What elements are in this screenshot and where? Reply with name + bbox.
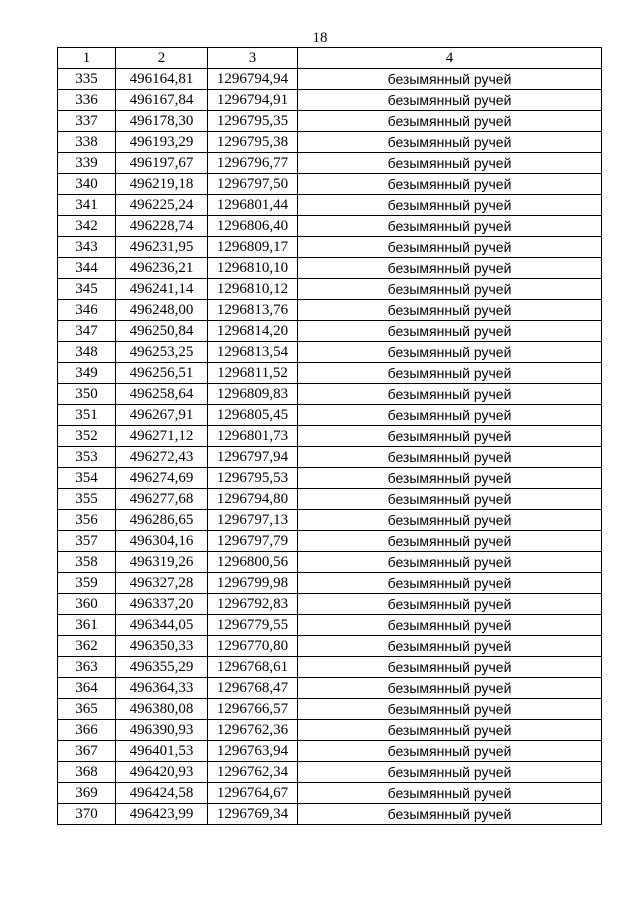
table-row <box>58 678 602 699</box>
x-coordinate-cell: 496250,84 <box>116 321 208 342</box>
y-coordinate-cell: 1296768,47 <box>208 678 298 699</box>
y-coordinate-cell: 1296763,94 <box>208 741 298 762</box>
table-row <box>58 300 602 321</box>
x-coordinate-cell: 496253,25 <box>116 342 208 363</box>
object-name-cell: безымянный ручей <box>298 468 602 489</box>
point-number-cell: 359 <box>58 573 116 594</box>
column-header-3: 3 <box>208 48 298 69</box>
object-name-cell: безымянный ручей <box>298 132 602 153</box>
y-coordinate-cell: 1296811,52 <box>208 363 298 384</box>
x-coordinate-cell: 496337,20 <box>116 594 208 615</box>
table-row <box>58 132 602 153</box>
table-row <box>58 468 602 489</box>
x-coordinate-cell: 496258,64 <box>116 384 208 405</box>
y-coordinate-cell: 1296797,50 <box>208 174 298 195</box>
point-number-cell: 361 <box>58 615 116 636</box>
table-row <box>58 174 602 195</box>
point-number-cell: 351 <box>58 405 116 426</box>
object-name-cell: безымянный ручей <box>298 594 602 615</box>
x-coordinate-cell: 496178,30 <box>116 111 208 132</box>
point-number-cell: 367 <box>58 741 116 762</box>
table-row <box>58 153 602 174</box>
table-row <box>58 237 602 258</box>
x-coordinate-cell: 496319,26 <box>116 552 208 573</box>
table-row <box>58 573 602 594</box>
x-coordinate-cell: 496241,14 <box>116 279 208 300</box>
y-coordinate-cell: 1296795,53 <box>208 468 298 489</box>
object-name-cell: безымянный ручей <box>298 720 602 741</box>
x-coordinate-cell: 496286,65 <box>116 510 208 531</box>
x-coordinate-cell: 496164,81 <box>116 69 208 90</box>
table-row <box>58 489 602 510</box>
point-number-cell: 366 <box>58 720 116 741</box>
y-coordinate-cell: 1296766,57 <box>208 699 298 720</box>
point-number-cell: 347 <box>58 321 116 342</box>
object-name-cell: безымянный ручей <box>298 279 602 300</box>
y-coordinate-cell: 1296799,98 <box>208 573 298 594</box>
table-row <box>58 552 602 573</box>
table-header-row <box>58 48 602 69</box>
table-row <box>58 657 602 678</box>
x-coordinate-cell: 496355,29 <box>116 657 208 678</box>
object-name-cell: безымянный ручей <box>298 405 602 426</box>
object-name-cell: безымянный ручей <box>298 426 602 447</box>
y-coordinate-cell: 1296795,35 <box>208 111 298 132</box>
column-header-4: 4 <box>298 48 602 69</box>
y-coordinate-cell: 1296810,10 <box>208 258 298 279</box>
object-name-cell: безымянный ручей <box>298 615 602 636</box>
point-number-cell: 343 <box>58 237 116 258</box>
object-name-cell: безымянный ручей <box>298 510 602 531</box>
object-name-cell: безымянный ручей <box>298 111 602 132</box>
object-name-cell: безымянный ручей <box>298 321 602 342</box>
x-coordinate-cell: 496271,12 <box>116 426 208 447</box>
table-row <box>58 195 602 216</box>
point-number-cell: 342 <box>58 216 116 237</box>
object-name-cell: безымянный ручей <box>298 174 602 195</box>
table-row <box>58 111 602 132</box>
x-coordinate-cell: 496401,53 <box>116 741 208 762</box>
y-coordinate-cell: 1296792,83 <box>208 594 298 615</box>
x-coordinate-cell: 496344,05 <box>116 615 208 636</box>
object-name-cell: безымянный ручей <box>298 573 602 594</box>
y-coordinate-cell: 1296809,83 <box>208 384 298 405</box>
x-coordinate-cell: 496424,58 <box>116 783 208 804</box>
object-name-cell: безымянный ручей <box>298 699 602 720</box>
y-coordinate-cell: 1296801,73 <box>208 426 298 447</box>
y-coordinate-cell: 1296814,20 <box>208 321 298 342</box>
y-coordinate-cell: 1296794,80 <box>208 489 298 510</box>
y-coordinate-cell: 1296809,17 <box>208 237 298 258</box>
object-name-cell: безымянный ручей <box>298 783 602 804</box>
table-row <box>58 216 602 237</box>
point-number-cell: 370 <box>58 804 116 825</box>
object-name-cell: безымянный ручей <box>298 258 602 279</box>
point-number-cell: 364 <box>58 678 116 699</box>
point-number-cell: 369 <box>58 783 116 804</box>
table-row <box>58 258 602 279</box>
point-number-cell: 363 <box>58 657 116 678</box>
coordinates-table <box>57 47 602 825</box>
object-name-cell: безымянный ручей <box>298 237 602 258</box>
table-row <box>58 279 602 300</box>
object-name-cell: безымянный ручей <box>298 153 602 174</box>
point-number-cell: 345 <box>58 279 116 300</box>
table-row <box>58 447 602 468</box>
table-row <box>58 90 602 111</box>
y-coordinate-cell: 1296770,80 <box>208 636 298 657</box>
y-coordinate-cell: 1296805,45 <box>208 405 298 426</box>
x-coordinate-cell: 496256,51 <box>116 363 208 384</box>
y-coordinate-cell: 1296797,94 <box>208 447 298 468</box>
point-number-cell: 357 <box>58 531 116 552</box>
object-name-cell: безымянный ручей <box>298 531 602 552</box>
object-name-cell: безымянный ручей <box>298 363 602 384</box>
table-row <box>58 342 602 363</box>
table-row <box>58 405 602 426</box>
x-coordinate-cell: 496350,33 <box>116 636 208 657</box>
table-row <box>58 384 602 405</box>
point-number-cell: 352 <box>58 426 116 447</box>
table-row <box>58 720 602 741</box>
x-coordinate-cell: 496228,74 <box>116 216 208 237</box>
y-coordinate-cell: 1296800,56 <box>208 552 298 573</box>
x-coordinate-cell: 496197,67 <box>116 153 208 174</box>
point-number-cell: 348 <box>58 342 116 363</box>
y-coordinate-cell: 1296806,40 <box>208 216 298 237</box>
y-coordinate-cell: 1296813,54 <box>208 342 298 363</box>
point-number-cell: 335 <box>58 69 116 90</box>
point-number-cell: 368 <box>58 762 116 783</box>
object-name-cell: безымянный ручей <box>298 342 602 363</box>
point-number-cell: 358 <box>58 552 116 573</box>
x-coordinate-cell: 496304,16 <box>116 531 208 552</box>
point-number-cell: 341 <box>58 195 116 216</box>
y-coordinate-cell: 1296797,79 <box>208 531 298 552</box>
point-number-cell: 346 <box>58 300 116 321</box>
table-row <box>58 363 602 384</box>
point-number-cell: 365 <box>58 699 116 720</box>
x-coordinate-cell: 496380,08 <box>116 699 208 720</box>
y-coordinate-cell: 1296795,38 <box>208 132 298 153</box>
x-coordinate-cell: 496193,29 <box>116 132 208 153</box>
table-row <box>58 531 602 552</box>
column-header-2: 2 <box>116 48 208 69</box>
x-coordinate-cell: 496267,91 <box>116 405 208 426</box>
x-coordinate-cell: 496248,00 <box>116 300 208 321</box>
object-name-cell: безымянный ручей <box>298 195 602 216</box>
table-body <box>58 69 602 825</box>
object-name-cell: безымянный ручей <box>298 636 602 657</box>
table-row <box>58 699 602 720</box>
x-coordinate-cell: 496236,21 <box>116 258 208 279</box>
y-coordinate-cell: 1296796,77 <box>208 153 298 174</box>
point-number-cell: 360 <box>58 594 116 615</box>
table-row <box>58 636 602 657</box>
object-name-cell: безымянный ручей <box>298 447 602 468</box>
y-coordinate-cell: 1296794,91 <box>208 90 298 111</box>
object-name-cell: безымянный ручей <box>298 300 602 321</box>
x-coordinate-cell: 496219,18 <box>116 174 208 195</box>
object-name-cell: безымянный ручей <box>298 657 602 678</box>
y-coordinate-cell: 1296764,67 <box>208 783 298 804</box>
x-coordinate-cell: 496420,93 <box>116 762 208 783</box>
object-name-cell: безымянный ручей <box>298 489 602 510</box>
point-number-cell: 355 <box>58 489 116 510</box>
point-number-cell: 339 <box>58 153 116 174</box>
object-name-cell: безымянный ручей <box>298 69 602 90</box>
x-coordinate-cell: 496390,93 <box>116 720 208 741</box>
point-number-cell: 362 <box>58 636 116 657</box>
table-row <box>58 321 602 342</box>
x-coordinate-cell: 496225,24 <box>116 195 208 216</box>
x-coordinate-cell: 496327,28 <box>116 573 208 594</box>
y-coordinate-cell: 1296797,13 <box>208 510 298 531</box>
x-coordinate-cell: 496423,99 <box>116 804 208 825</box>
x-coordinate-cell: 496272,43 <box>116 447 208 468</box>
table-row <box>58 741 602 762</box>
point-number-cell: 349 <box>58 363 116 384</box>
y-coordinate-cell: 1296813,76 <box>208 300 298 321</box>
x-coordinate-cell: 496364,33 <box>116 678 208 699</box>
column-header-1: 1 <box>58 48 116 69</box>
y-coordinate-cell: 1296768,61 <box>208 657 298 678</box>
x-coordinate-cell: 496277,68 <box>116 489 208 510</box>
table-row <box>58 510 602 531</box>
x-coordinate-cell: 496231,95 <box>116 237 208 258</box>
object-name-cell: безымянный ручей <box>298 804 602 825</box>
point-number-cell: 340 <box>58 174 116 195</box>
table-row <box>58 69 602 90</box>
table-row <box>58 762 602 783</box>
y-coordinate-cell: 1296762,36 <box>208 720 298 741</box>
object-name-cell: безымянный ручей <box>298 741 602 762</box>
table-row <box>58 594 602 615</box>
table-row <box>58 783 602 804</box>
y-coordinate-cell: 1296769,34 <box>208 804 298 825</box>
object-name-cell: безымянный ручей <box>298 216 602 237</box>
object-name-cell: безымянный ручей <box>298 762 602 783</box>
point-number-cell: 350 <box>58 384 116 405</box>
point-number-cell: 344 <box>58 258 116 279</box>
point-number-cell: 338 <box>58 132 116 153</box>
object-name-cell: безымянный ручей <box>298 90 602 111</box>
point-number-cell: 336 <box>58 90 116 111</box>
y-coordinate-cell: 1296801,44 <box>208 195 298 216</box>
y-coordinate-cell: 1296779,55 <box>208 615 298 636</box>
object-name-cell: безымянный ручей <box>298 384 602 405</box>
y-coordinate-cell: 1296794,94 <box>208 69 298 90</box>
point-number-cell: 337 <box>58 111 116 132</box>
point-number-cell: 354 <box>58 468 116 489</box>
point-number-cell: 356 <box>58 510 116 531</box>
y-coordinate-cell: 1296762,34 <box>208 762 298 783</box>
x-coordinate-cell: 496274,69 <box>116 468 208 489</box>
point-number-cell: 353 <box>58 447 116 468</box>
object-name-cell: безымянный ручей <box>298 678 602 699</box>
x-coordinate-cell: 496167,84 <box>116 90 208 111</box>
table-row <box>58 615 602 636</box>
table-row <box>58 804 602 825</box>
table-row <box>58 426 602 447</box>
page-number: 18 <box>312 30 328 46</box>
y-coordinate-cell: 1296810,12 <box>208 279 298 300</box>
object-name-cell: безымянный ручей <box>298 552 602 573</box>
